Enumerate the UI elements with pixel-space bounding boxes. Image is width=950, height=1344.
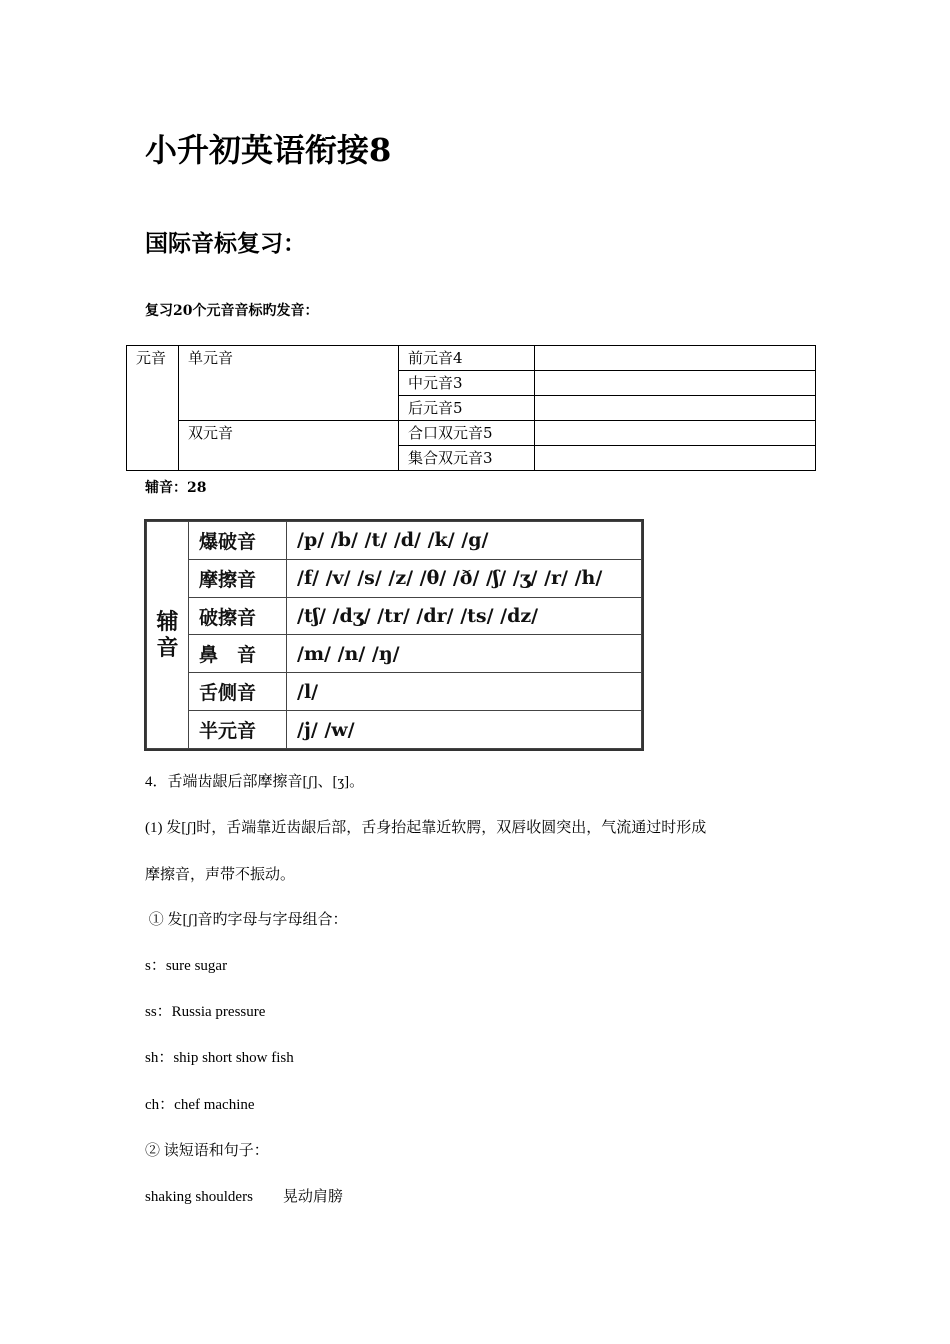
table-row xyxy=(147,673,642,711)
consonant-table xyxy=(146,521,642,749)
vowel-label-cell: 元音 xyxy=(127,346,179,471)
consonant-symbols: /l/ xyxy=(287,673,642,711)
empty-answer-cell[interactable] xyxy=(535,446,816,471)
consonant-heading: 辅音 xyxy=(147,522,189,749)
phrase-chinese: 晃动肩膀 xyxy=(282,1189,343,1205)
consonant-symbols: /p/ /b/ /t/ /d/ /k/ /g/ xyxy=(287,522,642,560)
diphthong-label-cell: 双元音 xyxy=(179,421,399,471)
empty-answer-cell[interactable] xyxy=(535,371,816,396)
section-title: 国际音标复习： xyxy=(145,230,306,257)
vowel-type-cell: 合口双元音5 xyxy=(399,421,535,446)
list-heading: ① 发[ʃ]音旳字母与字母组合： xyxy=(145,912,348,928)
consonant-category: 破擦音 xyxy=(189,597,287,635)
empty-answer-cell[interactable] xyxy=(535,421,816,446)
vowel-type-cell: 集合双元音3 xyxy=(399,446,535,471)
vowel-table xyxy=(126,345,816,471)
consonant-category: 爆破音 xyxy=(189,522,287,560)
table-row xyxy=(127,421,816,446)
table-row xyxy=(127,346,816,371)
vowel-type-cell: 后元音5 xyxy=(399,396,535,421)
table-row xyxy=(147,597,642,635)
consonant-category: 摩擦音 xyxy=(189,559,287,597)
phrase-line xyxy=(145,1186,343,1208)
paragraph-text: 摩擦音，声带不振动。 xyxy=(145,867,296,883)
paragraph-heading: 4．舌端齿龈后部摩擦音[ʃ]、[ʒ]。 xyxy=(145,774,365,790)
example-line: sh：ship short show fish xyxy=(145,1050,294,1066)
consonant-category: 鼻 音 xyxy=(189,635,287,673)
consonant-category: 半元音 xyxy=(189,711,287,749)
consonant-symbols: /tʃ/ /dʒ/ /tr/ /dr/ /ts/ /dz/ xyxy=(287,597,642,635)
consonant-chart-image xyxy=(144,519,644,751)
empty-answer-cell[interactable] xyxy=(535,396,816,421)
list-heading: ② 读短语和句子： xyxy=(145,1143,269,1159)
consonant-symbols: /m/ /n/ /ŋ/ xyxy=(287,635,642,673)
table-row xyxy=(147,559,642,597)
table-row xyxy=(147,522,642,560)
vowel-intro: 复习20个元音音标旳发音： xyxy=(145,303,319,319)
consonant-label: 辅音：28 xyxy=(145,480,207,496)
vowel-type-cell: 中元音3 xyxy=(399,371,535,396)
consonant-symbols: /f/ /v/ /s/ /z/ /θ/ /ð/ /ʃ/ /ʒ/ /r/ /h/ xyxy=(287,559,642,597)
consonant-category: 舌侧音 xyxy=(189,673,287,711)
phrase-english: shaking shoulders xyxy=(145,1189,253,1205)
table-row xyxy=(147,711,642,749)
vowel-type-cell: 前元音4 xyxy=(399,346,535,371)
table-row xyxy=(147,635,642,673)
example-line: ss：Russia pressure xyxy=(145,1004,266,1020)
page-title: 小升初英语衔接8 xyxy=(145,131,392,169)
consonant-symbols: /j/ /w/ xyxy=(287,711,642,749)
example-line: ch：chef machine xyxy=(145,1097,255,1113)
empty-answer-cell[interactable] xyxy=(535,346,816,371)
paragraph-text: (1) 发[ʃ]时，舌端靠近齿龈后部，舌身抬起靠近软腭，双唇收圆突出，气流通过时形成 xyxy=(145,820,707,836)
example-line: s：sure sugar xyxy=(145,958,228,974)
monophthong-label-cell: 单元音 xyxy=(179,346,399,421)
